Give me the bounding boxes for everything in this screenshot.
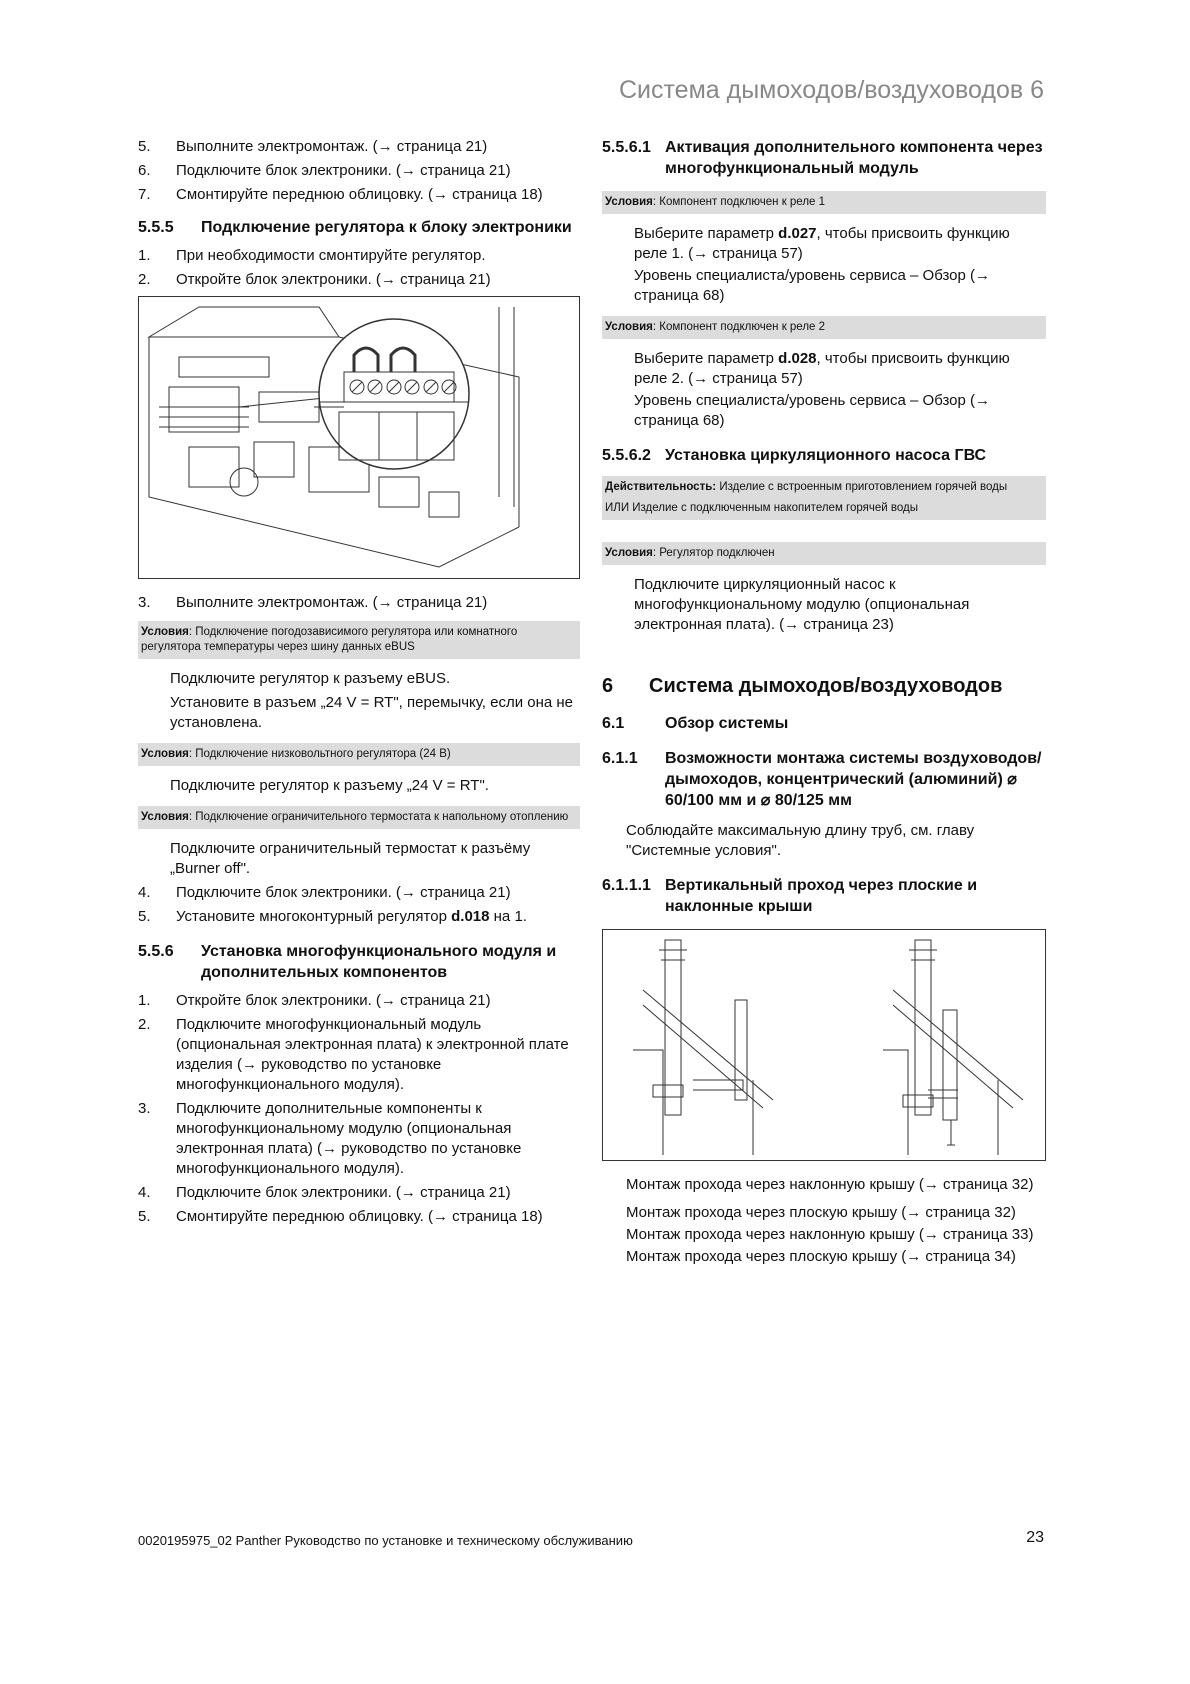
paragraph: Подключите регулятор к разъему eBUS. bbox=[170, 670, 451, 687]
page-number: 23 bbox=[1026, 1529, 1044, 1546]
footer-document-id: 0020195975_02 Panther Руководство по установке и техническому обслуживанию bbox=[138, 1533, 633, 1548]
section-heading-6-1-1-1: 6.1.1.1 Вертикальный проход через плоские и наклонные крыши bbox=[602, 877, 978, 915]
numbered-list bbox=[138, 246, 580, 290]
list-item: 3. Подключите дополнительные компоненты к многофункциональному модулю (опциональная электронная плата) (→ руководство по установке многофункционального модуля). bbox=[138, 1100, 522, 1177]
section-heading-5-5-6: 5.5.6 Установка многофункционального модуля и дополнительных компонентов bbox=[138, 943, 557, 981]
page-header-title: Система дымоходов/воздуховодов 6 bbox=[618, 76, 1044, 104]
list-item: 7. Смонтируйте переднюю облицовку. (→ страница 18) bbox=[138, 186, 543, 203]
list-item: 2. Откройте блок электроники. (→ страница 21) bbox=[138, 271, 491, 288]
numbered-list bbox=[138, 991, 580, 1227]
condition-box: Условия: Подключение низковольтного регулятора (24 В) bbox=[138, 743, 580, 766]
validity-box: Действительность: Изделие с встроенным приготовлением горячей воды ИЛИ Изделие с подключенным накопителем горячей воды bbox=[602, 476, 1046, 520]
condition-box: Условия: Компонент подключен к реле 1 bbox=[602, 191, 1046, 214]
paragraph: Установите в разъем „24 V = RT", перемычку, если она не установлена. bbox=[170, 694, 574, 731]
list-item: 4. Подключите блок электроники. (→ страница 21) bbox=[138, 884, 511, 901]
paragraph: Соблюдайте максимальную длину труб, см. главу "Системные условия". bbox=[626, 822, 975, 859]
condition-box: Условия: Компонент подключен к реле 2 bbox=[602, 316, 1046, 339]
list-item: 5. Установите многоконтурный регулятор d.018 на 1. bbox=[138, 908, 527, 925]
section-heading-5-5-6-1: 5.5.6.1 Активация дополнительного компонента через многофункциональный модуль bbox=[602, 139, 1043, 177]
list-item: 6. Подключите блок электроники. (→ страница 21) bbox=[138, 162, 511, 179]
electronics-box-drawing bbox=[139, 297, 579, 578]
numbered-list bbox=[138, 883, 580, 927]
list-item: 4. Подключите блок электроники. (→ страница 21) bbox=[138, 1184, 511, 1201]
paragraph: Уровень специалиста/уровень сервиса – Обзор (→ страница 68) bbox=[634, 267, 991, 304]
condition-box: Условия: Подключение погодозависимого регулятора или комнатного регулятора температуры через шину данных eBUS bbox=[138, 621, 580, 659]
left-column bbox=[138, 137, 580, 1231]
chapter-heading-6: 6 Система дымоходов/воздуховодов bbox=[602, 675, 1003, 697]
condition-box: Условия: Регулятор подключен bbox=[602, 542, 1046, 565]
paragraph: Выберите параметр d.028, чтобы присвоить функцию реле 2. (→ страница 57) bbox=[634, 350, 1010, 387]
roof-passage-illustration bbox=[602, 929, 1046, 1161]
paragraph: Уровень специалиста/уровень сервиса – Обзор (→ страница 68) bbox=[634, 392, 991, 429]
section-heading-5-5-6-2: 5.5.6.2 Установка циркуляционного насоса ГВС bbox=[602, 447, 987, 464]
reference-link[interactable]: Монтаж прохода через плоскую крышу (→ страница 32) bbox=[626, 1204, 1016, 1221]
section-heading-6-1: 6.1 Обзор системы bbox=[602, 715, 789, 732]
paragraph: Подключите циркуляционный насос к многофункциональному модулю (опциональная электронная плата). (→ страница 23) bbox=[634, 576, 970, 633]
numbered-list bbox=[138, 137, 580, 205]
paragraph: Подключите регулятор к разъему „24 V = RT". bbox=[170, 777, 489, 794]
paragraph: Выберите параметр d.027, чтобы присвоить функцию реле 1. (→ страница 57) bbox=[634, 225, 1010, 262]
list-item: 1. При необходимости смонтируйте регулятор. bbox=[138, 247, 486, 264]
list-item: 5. Смонтируйте переднюю облицовку. (→ страница 18) bbox=[138, 1208, 543, 1225]
reference-link[interactable]: Монтаж прохода через наклонную крышу (→ страница 33) bbox=[626, 1226, 1034, 1243]
reference-link[interactable]: Монтаж прохода через плоскую крышу (→ страница 34) bbox=[626, 1248, 1016, 1265]
section-heading-5-5-5: 5.5.5 Подключение регулятора к блоку электроники bbox=[138, 219, 572, 236]
reference-link[interactable]: Монтаж прохода через наклонную крышу (→ страница 32) bbox=[626, 1176, 1034, 1193]
condition-box: Условия: Подключение ограничительного термостата к напольному отоплению bbox=[138, 806, 580, 829]
list-item: 3. Выполните электромонтаж. (→ страница 21) bbox=[138, 594, 488, 611]
list-item: 1. Откройте блок электроники. (→ страница 21) bbox=[138, 992, 491, 1009]
list-item: 5. Выполните электромонтаж. (→ страница 21) bbox=[138, 138, 488, 155]
paragraph: Подключите ограничительный термостат к разъёму „Burner off". bbox=[170, 840, 531, 877]
list-item: 2. Подключите многофункциональный модуль (опциональная электронная плата) к электронной плате изделия (→ руководство по установке многофункционального модуля). bbox=[138, 1016, 569, 1093]
electronics-box-illustration bbox=[138, 296, 580, 579]
roof-passage-drawing bbox=[603, 930, 1045, 1160]
section-heading-6-1-1: 6.1.1 Возможности монтажа системы воздуховодов/дымоходов, концентрический (алюминий) ⌀ 60/100 мм и ⌀ 80/125 мм bbox=[602, 750, 1042, 809]
right-column bbox=[602, 137, 1046, 1267]
